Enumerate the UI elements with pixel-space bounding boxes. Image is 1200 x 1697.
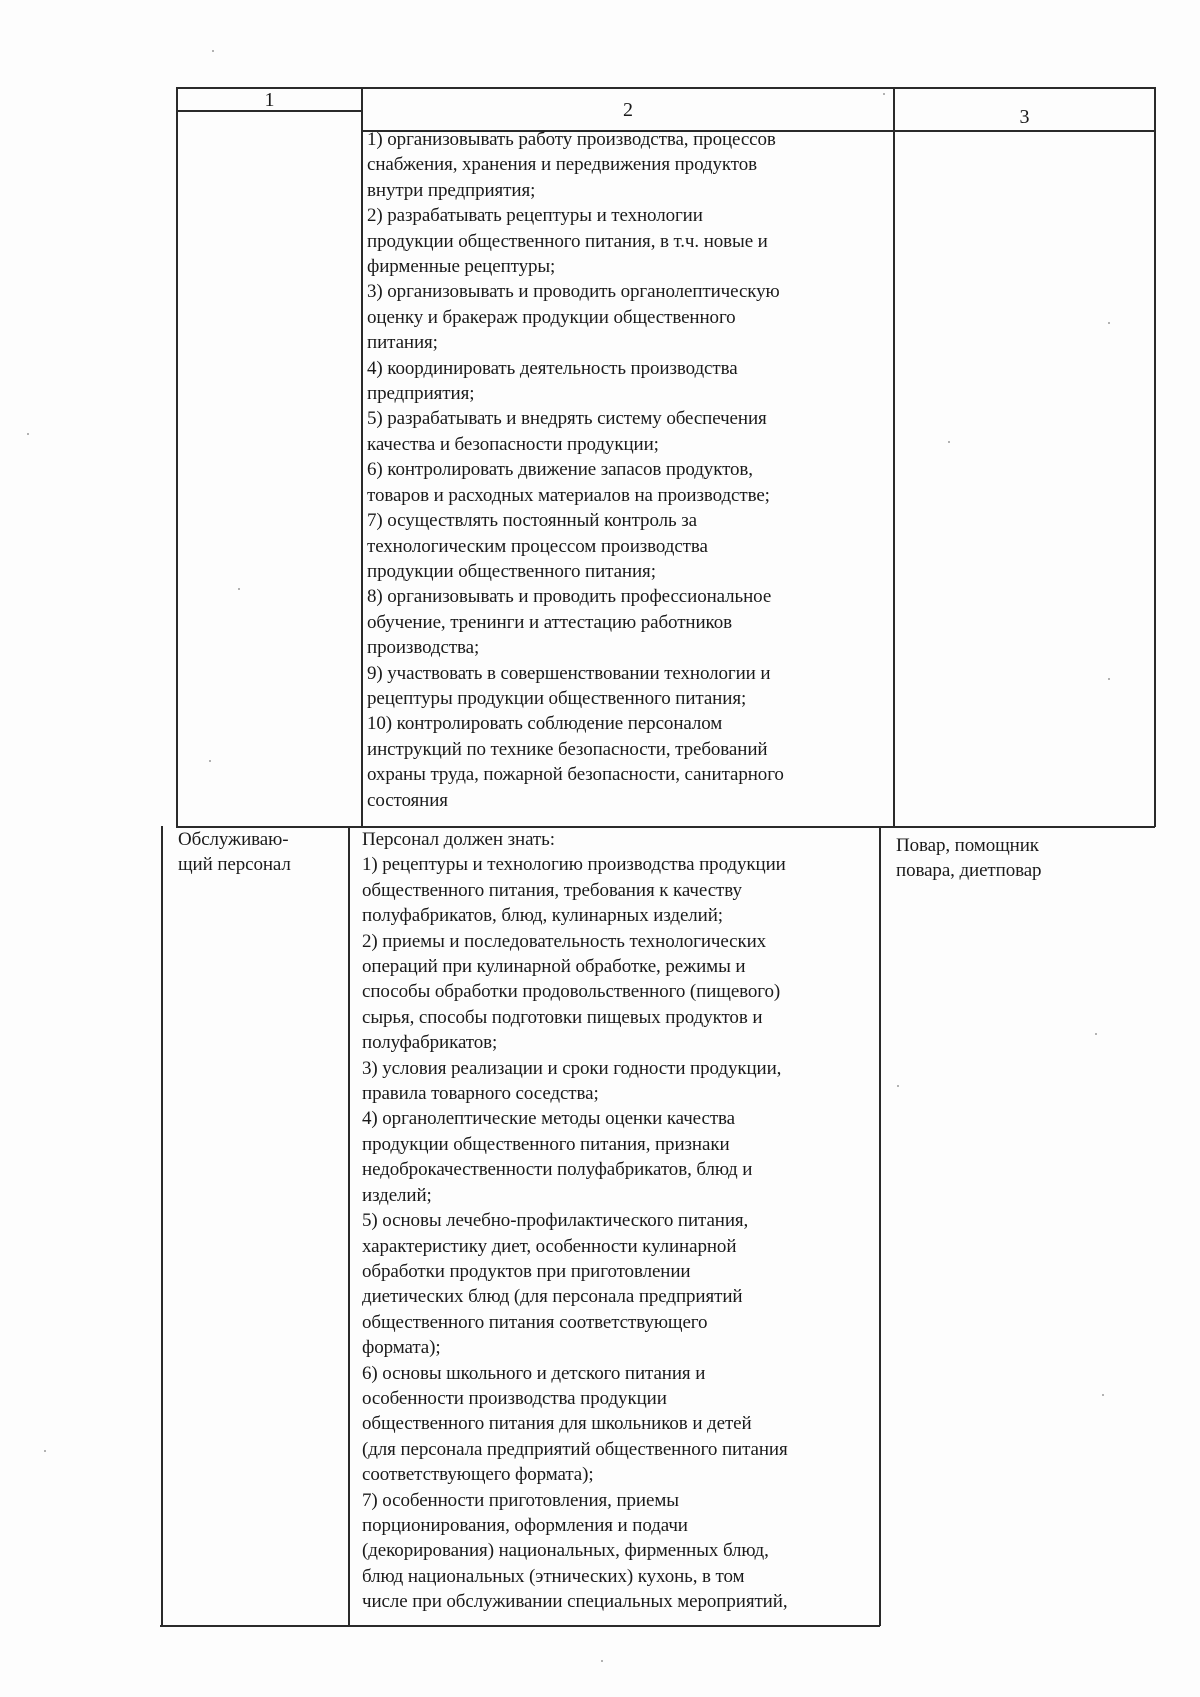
table-left-border-top <box>176 87 178 827</box>
scan-speck <box>897 1085 899 1087</box>
row2-col2: Персонал должен знать: 1) рецептуры и технологию производства продукции общественного питания, требования к качеству полуфабрикатов, блюд, кулинарных изделий; 2) приемы и последовательность технологических операций при кулинарной обработке, режимы и способы обработки продовольственного (пищевого) сырья, способы подготовки пищевых продуктов и полуфабрикатов; 3) условия реализации и сроки годности продукции, правила товарного соседства; 4) органолептические методы оценки качества продукции общественного питания, признаки недоброкачественности полуфабрикатов, блюд и изделий; 5) основы лечебно-профилактического питания, характеристику диет, особенности кулинарной обработки продуктов при приготовлении диетических блюд (для персонала предприятий общественного питания соответствующего формата); 6) основы школьного и детского питания и особенности производства продукции общественного питания для школьников и детей (для персонала предприятий общественного питания соответствующего формата); 7) особенности приготовления, приемы порционирования, оформления и подачи (декорирования) национальных, фирменных блюд, блюд национальных (этнических) кухонь, в том числе при обслуживании специальных мероприятий, <box>362 829 788 1613</box>
column-header-3: 3 <box>1019 106 1030 128</box>
column-divider-2-top <box>893 87 895 827</box>
scan-speck <box>948 441 950 443</box>
scan-speck <box>1102 1394 1104 1396</box>
scan-speck <box>27 433 29 435</box>
row2-col1: Обслуживаю- щий персонал <box>178 829 291 876</box>
table-bottom-border <box>160 1625 880 1627</box>
scan-speck <box>1095 1033 1097 1035</box>
scan-speck <box>1108 678 1110 680</box>
scan-speck <box>209 760 211 762</box>
scan-speck <box>212 50 214 52</box>
table-left-border-bottom <box>161 826 163 1626</box>
scan-speck <box>238 588 240 590</box>
row1-col2: 1) организовывать работу производства, процессов снабжения, хранения и передвижения продуктов внутри предприятия; 2) разрабатывать рецептуры и технологии продукции общественного питания, в т.ч. новые и фирменные рецептуры; 3) организовывать и проводить органолептическую оценку и бракераж продукции общественного питания; 4) координировать деятельность производства предприятия; 5) разрабатывать и внедрять систему обеспечения качества и безопасности продукции; 6) контролировать движение запасов продуктов, товаров и расходных материалов на производстве; 7) осуществлять постоянный контроль за технологическим процессом производства продукции общественного питания; 8) организовывать и проводить профессиональное обучение, тренинги и аттестацию работников производства; 9) участвовать в совершенствовании технологии и рецептуры продукции общественного питания; 10) контролировать соблюдение персоналом инструкций по технике безопасности, требований охраны труда, пожарной безопасности, санитарного состояния <box>367 129 784 811</box>
scan-speck <box>44 1450 46 1452</box>
column-divider-1-top <box>361 87 363 827</box>
column-header-1: 1 <box>264 89 275 111</box>
row2-col3: Повар, помощник повара, диетповар <box>896 835 1042 882</box>
table-right-border <box>1154 87 1156 827</box>
column-divider-1-bottom <box>348 826 350 1626</box>
scan-speck <box>601 1660 603 1662</box>
scan-speck <box>883 93 885 95</box>
scan-speck <box>1108 322 1110 324</box>
column-header-2: 2 <box>623 99 633 121</box>
column-divider-2-bottom <box>879 826 881 1626</box>
